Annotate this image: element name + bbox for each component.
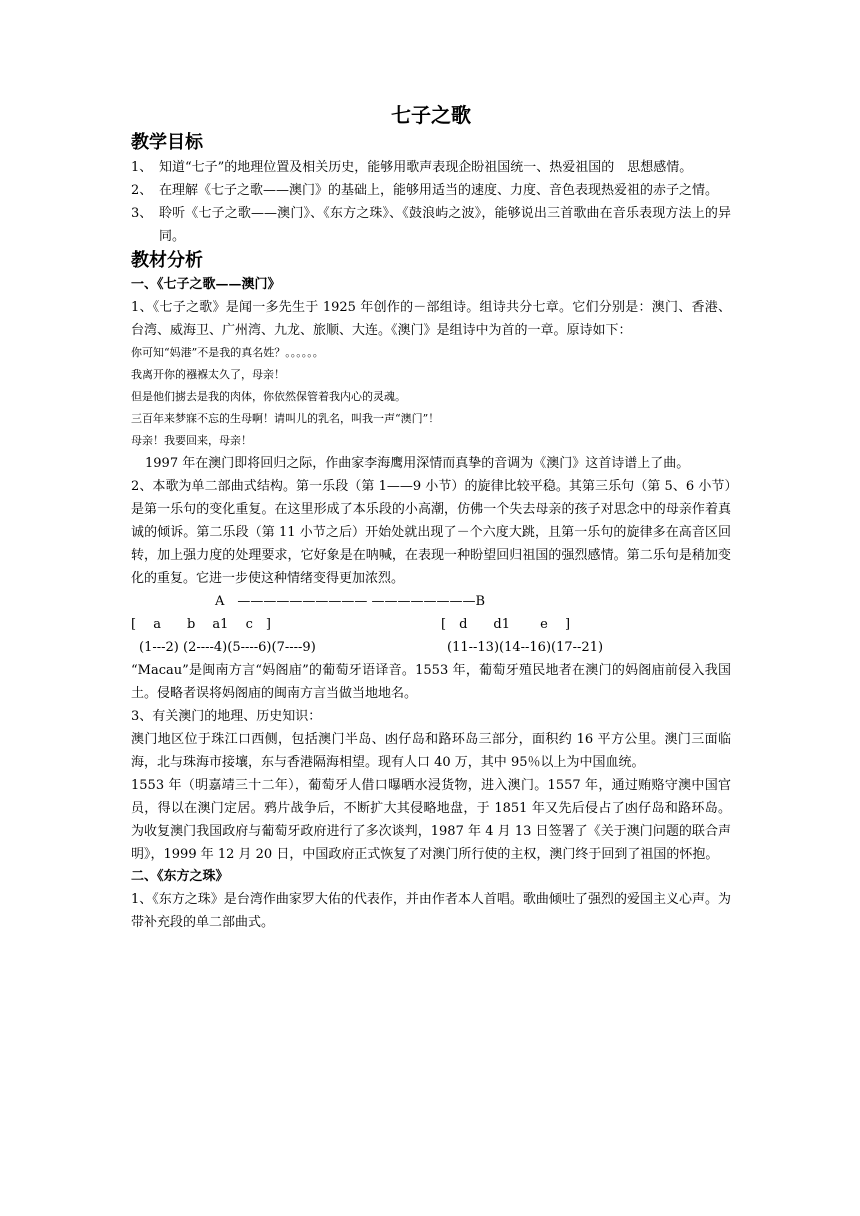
- paragraph-composer: 1997 年在澳门即将回归之际，作曲家李海鹰用深情而真挚的音调为《澳门》这首诗谱上了曲。: [145, 456, 690, 471]
- goal-text: 在理解《七子之歌——澳门》的基础上，能够用适当的速度、力度、音色表现热爱祖的赤子之情。: [159, 183, 719, 198]
- paragraph-pearl: 1、《东方之珠》是台湾作曲家罗大佑的代表作，并由作者本人首唱。歌曲倾吐了强烈的爱国主义心声。为带补充段的单二部曲式。: [131, 892, 731, 930]
- form-measures-a: (1---2) (2----4)(5----6)(7----9): [139, 640, 316, 655]
- paragraph-geo-history-title: 3、有关澳门的地理、历史知识：: [131, 709, 322, 724]
- goal-text: 聆听《七子之歌——澳门》、《东方之珠》、《鼓浪屿之波》，能够说出三首歌曲在音乐表现方法上的异同。: [159, 206, 731, 244]
- subheading-macau: 一、《七子之歌——澳门》: [131, 277, 281, 292]
- paragraph-geography: 澳门地区位于珠江口西侧，包括澳门半岛、凼仔岛和路环岛三部分，面积约 16 平方公里。澳门三面临海，北与珠海市接壤，东与香港隔海相望。现有人口 40 万，其中 95％以上为中国血统。: [131, 732, 731, 770]
- form-measures-b: (11--13)(14--16)(17--21): [447, 640, 604, 655]
- document-title: 七子之歌: [391, 103, 471, 127]
- form-sections-line: A —————————— ————————B: [215, 594, 486, 609]
- paragraph-structure: 2、本歌为单二部曲式结构。第一乐段（第 1——9 小节）的旋律比较平稳。其第三乐句（第 5、6 小节）是第一乐句的变化重复。在这里形成了本乐段的小高潮，仿佛一个失去母亲的孩子对思念中的母亲作着真诚的倾诉。第二乐段（第 11 小节之后）开始处就出现了－个六度大跳，且第一乐句的旋律多在高音区回转，加上强力度的处理要求，它好象是在呐喊，在表现一种盼望回归祖国的强烈感情。第二乐句是稍加变化的重复。它进一步使这种情绪变得更加浓烈。: [131, 479, 731, 586]
- goal-item-3: [131, 202, 731, 248]
- paragraph-history: 1553 年（明嘉靖三十二年），葡萄牙人借口曝晒水浸货物，进入澳门。1557 年，通过贿赂守澳中国官员，得以在澳门定居。鸦片战争后，不断扩大其侵略地盘，于 1851 年又先后侵占了凼仔岛和路环岛。为收复澳门我国政府与葡萄牙政府进行了多次谈判，1987 年 4 月 13 日签署了《关于澳门问题的联合声明》，1999 年 12 月 20 日，中国政府正式恢复了对澳门所行使的主权，澳门终于回到了祖国的怀抱。: [131, 778, 731, 862]
- goal-item-1: [131, 156, 731, 179]
- poem-line: 你可知“妈港”不是我的真名姓？。。。。。。: [131, 346, 324, 359]
- poem-line: 母亲！我要回来，母亲！: [131, 434, 252, 447]
- form-diagram-row-3: [131, 636, 731, 659]
- poem-line: 我离开你的襁褓太久了，母亲！: [131, 368, 285, 381]
- form-diagram-row-2: [131, 613, 731, 636]
- goal-number: 3、: [131, 206, 153, 221]
- poem-line: 三百年来梦寐不忘的生母啊！请叫儿的乳名，叫我一声“澳门”！: [131, 412, 440, 425]
- heading-material-analysis: 教材分析: [131, 250, 203, 271]
- goal-number: 1、: [131, 160, 153, 175]
- goal-item-2: [131, 179, 731, 202]
- form-phrases-a: [ a b a1 c ]: [131, 617, 271, 632]
- subheading-pearl-of-orient: 二、《东方之珠》: [131, 869, 229, 884]
- goal-number: 2、: [131, 183, 153, 198]
- form-diagram-row-1: [131, 590, 731, 613]
- document-body: [131, 100, 731, 934]
- heading-teaching-goals: 教学目标: [131, 132, 203, 153]
- paragraph-macau-name: “Macau”是闽南方言“妈阁庙”的葡萄牙语译音。1553 年，葡萄牙殖民地者在澳门的妈阁庙前侵入我国土。侵略者误将妈阁庙的闽南方言当做当地地名。: [131, 663, 731, 701]
- goal-text: 知道“七子”的地理位置及相关历史，能够用歌声表现企盼祖国统一、热爱祖国的 思想感情。: [159, 160, 693, 175]
- form-phrases-b: [ d d1 e ]: [441, 617, 571, 632]
- poem-line: 但是他们掳去是我的肉体，你依然保管着我内心的灵魂。: [131, 390, 406, 403]
- paragraph-intro: 1、《七子之歌》是闻一多先生于 1925 年创作的－部组诗。组诗共分七章。它们分别是：澳门、香港、台湾、威海卫、广州湾、九龙、旅顺、大连。《澳门》是组诗中为首的一章。原诗如下：: [131, 300, 731, 338]
